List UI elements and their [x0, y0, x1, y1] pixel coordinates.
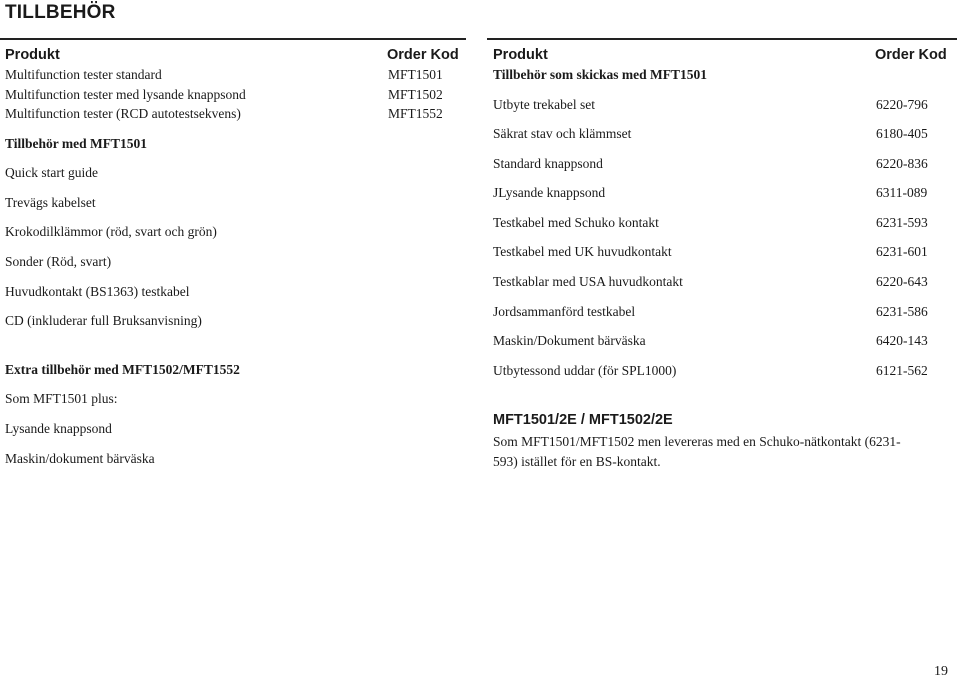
accessory-code: 6231-586	[876, 304, 928, 319]
right-product-header: Produkt	[493, 47, 548, 63]
accessory-name: JLysande knappsond	[493, 185, 606, 200]
accessory-code: 6420-143	[876, 333, 928, 348]
accessory-code: 6220-836	[876, 156, 928, 171]
variant-text-line: 593) istället för en BS-kontakt.	[493, 454, 661, 469]
model-code: MFT1501	[388, 67, 443, 82]
included-heading: Tillbehör som skickas med MFT1501	[493, 67, 708, 82]
accessory-name: Testkablar med USA huvudkontakt	[493, 274, 683, 289]
list-item: CD (inkluderar full Bruksanvisning)	[5, 313, 202, 328]
model-code: MFT1552	[388, 106, 443, 121]
accessory-code: 6220-796	[876, 97, 928, 112]
accessory-code: 6231-593	[876, 215, 928, 230]
accessory-code: 6231-601	[876, 244, 928, 259]
list-item: Som MFT1501 plus:	[5, 391, 118, 406]
right-header-rule	[487, 38, 957, 40]
model-code: MFT1502	[388, 87, 443, 102]
list-item: Lysande knappsond	[5, 421, 112, 436]
accessory-name: Testkabel med UK huvudkontakt	[493, 244, 672, 259]
list-item: Huvudkontakt (BS1363) testkabel	[5, 284, 190, 299]
list-item: Sonder (Röd, svart)	[5, 254, 112, 269]
accessory-code: 6180-405	[876, 126, 928, 141]
accessory-code: 6311-089	[876, 185, 928, 200]
mft1501-heading: Tillbehör med MFT1501	[5, 136, 148, 151]
variant-description	[493, 432, 943, 472]
left-order-header: Order Kod	[387, 47, 459, 63]
accessory-name: Standard knappsond	[493, 156, 603, 171]
accessory-name: Testkabel med Schuko kontakt	[493, 215, 659, 230]
accessory-name: Maskin/Dokument bärväska	[493, 333, 646, 348]
model-name: Multifunction tester med lysande knappsond	[5, 87, 246, 102]
model-name: Multifunction tester standard	[5, 67, 162, 82]
accessory-code: 6121-562	[876, 363, 928, 378]
model-name: Multifunction tester (RCD autotestsekvens)	[5, 106, 241, 121]
list-item: Maskin/dokument bärväska	[5, 451, 155, 466]
accessory-name: Jordsammanförd testkabel	[493, 304, 636, 319]
page-title: TILLBEHÖR	[5, 2, 116, 23]
list-item: Trevägs kabelset	[5, 195, 96, 210]
page-number: 19	[934, 664, 948, 679]
accessory-name: Säkrat stav och klämmset	[493, 126, 632, 141]
variant-text-line: Som MFT1501/MFT1502 men levereras med en Schuko-nätkontakt (6231-	[493, 434, 901, 449]
accessory-code: 6220-643	[876, 274, 928, 289]
list-item: Quick start guide	[5, 165, 98, 180]
accessory-name: Utbyte trekabel set	[493, 97, 595, 112]
extra-heading: Extra tillbehör med MFT1502/MFT1552	[5, 362, 240, 377]
list-item: Krokodilklämmor (röd, svart och grön)	[5, 224, 217, 239]
variant-heading: MFT1501/2E / MFT1502/2E	[493, 412, 673, 428]
left-header-rule	[0, 38, 466, 40]
left-product-header: Produkt	[5, 47, 60, 63]
right-order-header: Order Kod	[875, 47, 947, 63]
accessory-name: Utbytessond uddar (för SPL1000)	[493, 363, 677, 378]
